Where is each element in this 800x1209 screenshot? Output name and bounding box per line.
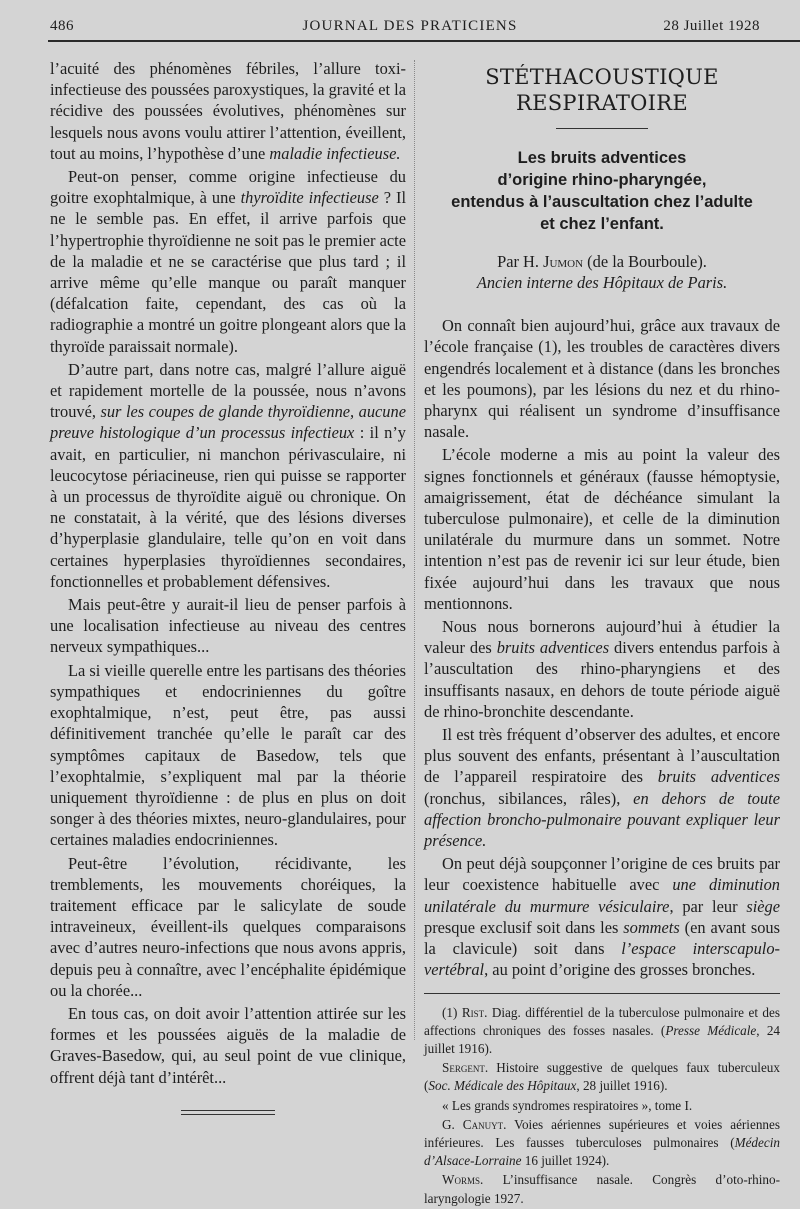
paragraph: Mais peut-être y aurait-il lieu de penser parfois à une localisation infectieuse au niveau des centres nerveux sympathiques... — [50, 595, 406, 657]
paragraph: En tous cas, on doit avoir l’attention attirée sur les formes et les poussées aiguës de la maladie de Graves-Basedow, qui, au seul point de vue clinique, offrent déjà tant d’intérêt... — [50, 1003, 406, 1087]
end-rule — [181, 1110, 275, 1111]
paragraph: Peut-on penser, comme origine infectieuse du goitre exophtalmique, à une thyroïdite infectieuse ? Il ne le semble pas. En effet, il arrive parfois que l’hypertrophie thyroïdienne ne soit pas le premier acte de la maladie et ne se caractérise que plus tard ; il arrive même qu’elle manque ou paraît manquer (défalcation faite, cependant, des cas où la radiographie a montré un goitre plongeant alors que la thyroïde paraissait normale). — [50, 167, 406, 356]
column-divider — [414, 60, 415, 1040]
paragraph: La si vieille querelle entre les partisans des théories sympathiques et endocriniennes du goître exophtalmique, n’est, peut être, pas aussi définitivement tranchée qu’elle le paraît car des symptômes capitaux de Basedow, tels que l’exophtalmie, s’expliquent mal par la théorie uniquement thyroïdienne : de plus en plus on doit songer à des théories mixtes, neuro-glandulaires, pour certaines maladies endocriniennes. — [50, 660, 406, 850]
paragraph: L’école moderne a mis au point la valeur des signes fonctionnels et généraux (fausse hémoptysie, amaigrissement, état de déchéance simulant la tuberculose pulmonaire), et celle de la diminution unilatérale du murmure dans un sommet. Notre intention n’est pas de revenir ici sur leur étude, bien fixée aujourd’hui dans les travaux que nous mentionnons. — [424, 445, 780, 613]
footnote: « Les grands syndromes respiratoires », tome I. — [442, 1097, 693, 1113]
right-column — [424, 58, 780, 1209]
paragraph: Peut-être l’évolution, récidivante, les tremblements, les mouvements choréiques, la traitement efficace par le salicylate de soude intraveineux, éveillent-ils quelques comparaisons avec d’autres neuro-infections que nous avons appris, depuis peu à connaître, avec l’encéphalite épidémique ou la chorée... — [50, 853, 406, 1000]
footnote: (1) Rist. Diag. différentiel de la tuberculose pulmonaire et des affections chroniques des fosses nasales. (Presse Médicale, 24 juillet 1916). — [424, 1004, 781, 1056]
byline: Par H. Jumon (de la Bourboule). — [497, 252, 707, 271]
running-head — [50, 18, 770, 40]
title-rule — [556, 128, 648, 129]
header-rule — [48, 40, 800, 42]
footnote-rule — [424, 993, 780, 994]
article-title: Les bruits adventices d’origine rhino-pharyngée, entendus à l’auscultation chez l’adulte et chez l’enfant. — [451, 149, 753, 233]
paragraph: On connaît bien aujourd’hui, grâce aux travaux de l’école française (1), les troubles de caractères divers engendrés localement et à distance (dans les bronches et les poumons), par les lésions du nez et du rhino-pharynx qui réalisent un syndrome d’insuffisance nasale. — [424, 316, 780, 442]
paragraph: Nous nous bornerons aujourd’hui à étudier la valeur des bruits adventices divers entendus parfois à l’auscultation des rhino-pharyngiens et des insuffisants nasaux, en dehors de toute période aiguë de rhino-bronchite descendante. — [424, 617, 781, 721]
author-affiliation: Ancien interne des Hôpitaux de Paris. — [476, 273, 728, 292]
journal-title: JOURNAL DES PRATICIENS — [302, 18, 518, 34]
section-title: STÉTHACOUSTIQUE RESPIRATOIRE — [485, 65, 719, 115]
footnote: Worms. L’insuffisance nasale. Congrès d’oto-rhino-laryngologie 1927. — [424, 1172, 780, 1206]
left-column — [50, 58, 406, 1115]
paragraph: l’acuité des phénomènes fébriles, l’allure toxi-infectieuse des poussées paroxystiques, la gravité et la récidive des poussées évolutives, phénomènes sur lesquels nous avons voulu attirer l’attention, éveillent, tout au moins, l’hypothèse d’une maladie infectieuse. — [50, 59, 406, 163]
footnote: Sergent. Histoire suggestive de quelques faux tuberculeux (Soc. Médicale des Hôpitaux, 28 juillet 1916). — [424, 1060, 780, 1094]
issue-date: 28 Juillet 1928 — [663, 18, 760, 34]
paragraph: D’autre part, dans notre cas, malgré l’allure aiguë et rapidement mortelle de la poussée, nous n’avons trouvé, sur les coupes de glande thyroïdienne, aucune preuve histologique d’un processus infectieux : il n’y avait, en particulier, ni manchon périvasculaire, ni leucocytose périacineuse, rien qui puisse se rapporter à un processus de thyroïdite aiguë ou chronique. On ne constatait, à la vérité, que des lésions diverses d’hyperplasie glandulaire, telle qu’on en voit dans certaines hyperplasies thyroïdiennes secondaires, fonctionnelles et probablement défensives. — [50, 359, 406, 591]
footnotes — [424, 1004, 780, 1208]
end-rule — [181, 1114, 275, 1115]
footnote: G. Canuyt. Voies aériennes supérieures et voies aériennes inférieures. Les fausses tuberculoses pulmonaires (Médecin d’Alsace-Lorraine 16 juillet 1924). — [424, 1116, 780, 1169]
paragraph: On peut déjà soupçonner l’origine de ces bruits par leur coexistence habituelle avec une diminution unilatérale du murmure vésiculaire, par leur siège presque exclusif soit dans les sommets (en avant sous la clavicule) soit dans l’espace interscapulo-vertébral, au point d’origine des grosses bronches. — [424, 854, 780, 980]
author-name: Jumon — [543, 252, 584, 271]
paragraph: Il est très fréquent d’observer des adultes, et encore plus souvent des enfants, présentant à l’auscultation de l’appareil respiratoire des bruits adventices (ronchus, sibilances, râles), en dehors de toute affection broncho-pulmonaire pouvant expliquer leur présence. — [424, 725, 780, 851]
page-number: 486 — [50, 18, 74, 34]
